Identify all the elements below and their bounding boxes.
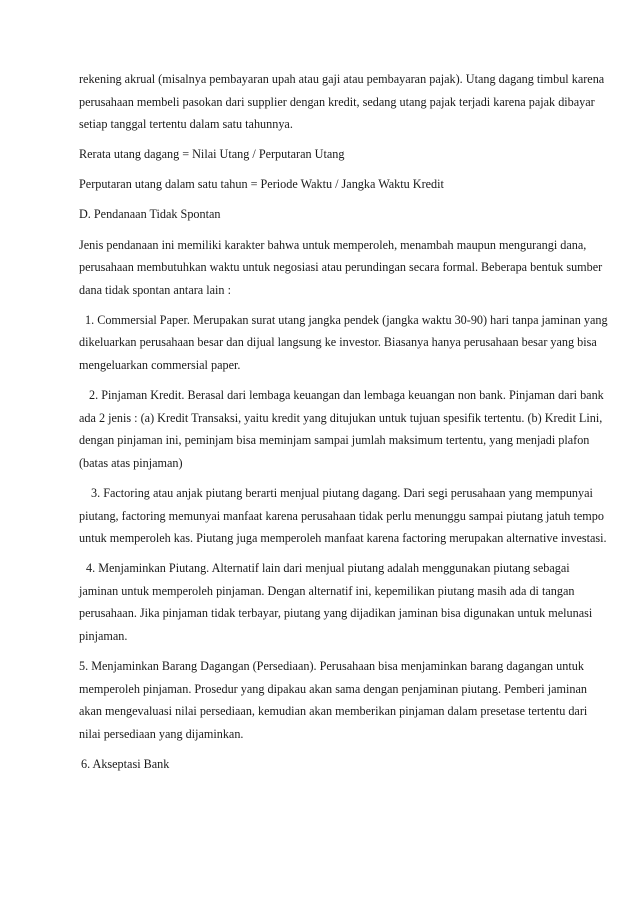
text-line: nilai persediaan yang dijaminkan.	[79, 726, 244, 741]
list-item-credit-loan	[79, 384, 635, 474]
formula-payables-turnover	[79, 173, 635, 196]
text-line: 2. Pinjaman Kredit. Berasal dari lembaga keuangan dan lembaga keuangan non bank. Pinjaman dari bank	[89, 388, 604, 403]
text-line: jaminan untuk memperoleh pinjaman. Dengan alternatif ini, kepemilikan piutang masih ada di tangan	[79, 583, 575, 598]
text-line: pinjaman.	[79, 629, 128, 644]
list-item-pledging-receivables	[79, 557, 635, 647]
formula-average-payables	[79, 143, 635, 166]
text-line: mengeluarkan commersial paper.	[79, 358, 241, 373]
text-line: untuk memperoleh kas. Piutang juga memperoleh manfaat karena factoring merupakan alternative investasi.	[79, 531, 607, 546]
paragraph-nonspontaneous-intro	[79, 234, 635, 302]
list-item-factoring	[79, 482, 635, 550]
text-line: dengan pinjaman ini, peminjam bisa meminjam sampai jumlah maksimum tertentu, yang menjadi plafon	[79, 433, 590, 448]
text-line: Jenis pendanaan ini memiliki karakter bahwa untuk memperoleh, menambah maupun mengurangi dana,	[79, 237, 587, 252]
text-line: dana tidak spontan antara lain :	[79, 282, 231, 297]
text-line: dikeluarkan perusahaan besar dan dijual langsung ke investor. Biasanya hanya perusahaan besar yang bisa	[79, 335, 597, 350]
text-line: ada 2 jenis : (a) Kredit Transaksi, yaitu kredit yang ditujukan untuk tujuan spesifik tertentu. (b) Kredit Lini,	[79, 410, 603, 425]
text-line: memperoleh pinjaman. Prosedur yang dipakau akan sama dengan penjaminan piutang. Pemberi jaminan	[79, 681, 588, 696]
text-line: perusahaan membutuhkan waktu untuk negosiasi atau perundingan secara formal. Beberapa bentuk sumber	[79, 260, 603, 275]
list-item-commercial-paper	[79, 309, 635, 377]
page-body	[79, 68, 635, 776]
text-line: Rerata utang dagang = Nilai Utang / Perputaran Utang	[79, 147, 345, 162]
heading-text: D. Pendanaan Tidak Spontan	[79, 207, 221, 222]
list-item-bank-acceptance	[79, 753, 635, 776]
text-line: 3. Factoring atau anjak piutang berarti menjual piutang dagang. Dari segi perusahaan yang mempunyai	[91, 486, 593, 500]
text-line: (batas atas pinjaman)	[79, 455, 183, 470]
text-line: akan mengevaluasi nilai persediaan, kemudian akan memberikan pinjaman dalam presetase tertentu dari	[79, 704, 588, 719]
text-line: 5. Menjaminkan Barang Dagangan (Persediaan). Perusahaan bisa menjaminkan barang dagangan untuk	[79, 659, 584, 674]
text-line: perusahaan membeli pasokan dari supplier dengan kredit, sedang utang pajak terjadi karena pajak dibayar	[79, 94, 595, 109]
text-line: 1. Commersial Paper. Merupakan surat utang jangka pendek (jangka waktu 30-90) hari tanpa jaminan yang	[85, 312, 608, 327]
text-line: setiap tanggal tertentu dalam satu tahunnya.	[79, 117, 293, 132]
text-line: 6. Akseptasi Bank	[81, 757, 170, 772]
list-item-pledging-inventory	[79, 655, 635, 745]
text-line: Perputaran utang dalam satu tahun = Periode Waktu / Jangka Waktu Kredit	[79, 177, 444, 192]
text-line: piutang, factoring memunyai manfaat karena perusahaan tidak perlu menunggu sampai piutang jatuh tempo	[79, 508, 604, 523]
text-line: perusahaan. Jika pinjaman tidak terbayar, piutang yang dijadikan jaminan bisa digunakan untuk melunasi	[79, 606, 593, 621]
text-line: 4. Menjaminkan Piutang. Alternatif lain dari menjual piutang adalah menggunakan piutang sebagai	[86, 561, 570, 576]
section-heading	[79, 203, 635, 226]
text-line: rekening akrual (misalnya pembayaran upah atau gaji atau pembayaran pajak). Utang dagang timbul karena	[79, 72, 605, 86]
paragraph-intro	[79, 68, 635, 136]
